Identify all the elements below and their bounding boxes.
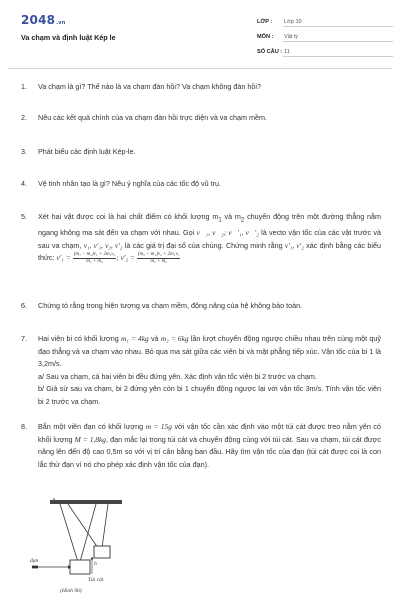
meta-value: Vật lý xyxy=(283,32,393,42)
question-text xyxy=(38,333,381,409)
meta-value: Lớp 10 xyxy=(283,17,393,27)
meta-row-count xyxy=(257,44,393,59)
mass-value: m₂ = 6kg xyxy=(160,334,189,343)
text-segment: và m xyxy=(221,212,241,221)
question-number: 3. xyxy=(21,147,27,156)
question-number: 4. xyxy=(21,179,27,188)
height-label: h xyxy=(94,561,97,567)
pendulum-diagram xyxy=(30,498,140,598)
question-text: Phát biểu các định luật Kép-le. xyxy=(38,147,136,156)
string-left-raised xyxy=(68,504,98,548)
question-7 xyxy=(21,333,381,409)
height-arrow-icon xyxy=(91,557,94,560)
text-segment: , đạn mắc lại trong túi cát và chuyển động cùng với túi cát. Sau va chạm, túi cát được nâng lên đến độ cao 0,5m so với vị trí cân bằng ban đầu. Hãy tìm vận tốc của đạn (túi cát được coi là con lắc thử đạn vì nó cho phép xác định vận tốc của đạn). xyxy=(38,434,381,469)
question-1 xyxy=(21,81,381,94)
meta-row-class xyxy=(257,14,393,29)
question-text: Nêu các kết quả chính của va chạm đàn hồi trực diện và va chạm mềm. xyxy=(38,113,267,122)
question-8 xyxy=(21,421,381,471)
text-segment: lần lượt chuyển động ngược chiều nhau trên cùng một quỹ đạo thẳng và va chạm vào nhau. Bỏ qua ma sát giữa các viên bi và mặt phẳng tiếp xúc. Vận tốc của bi 1 là 3,2m/s. xyxy=(38,334,381,369)
sub-question-b: b/ Giả sử sau va chạm, bi 2 đứng yên còn bi 1 chuyển động ngược lại với vận tốc 3m/s. Tính vận tốc viên bi 2 trước va chạm. xyxy=(38,384,381,406)
question-text xyxy=(38,421,381,471)
text-segment: chuyển động trên một đường thẳng nằm ngang không ma sát đến va chạm với nhau. Gọi xyxy=(38,212,382,238)
text-segment: và xyxy=(148,334,161,343)
mass-value: M = 1,8kg xyxy=(74,434,106,444)
figure-caption: (Hình 96) xyxy=(60,588,82,594)
text-segment: xác định bằng các biểu thức: xyxy=(38,240,381,263)
vector-notation: v₁, v′₁, v₂, v′₂ xyxy=(83,240,123,250)
fraction-denominator: m₁ + m₂ xyxy=(150,258,167,264)
question-5 xyxy=(21,211,381,265)
question-4 xyxy=(21,178,381,191)
string-right-raised xyxy=(102,504,108,548)
question-text: Chứng tỏ rằng trong hiện tượng va chạm mềm, động năng của hệ không bảo toàn. xyxy=(38,301,303,310)
site-logo[interactable] xyxy=(21,13,66,27)
equation-lhs: ; v′₂ = xyxy=(116,253,135,263)
page-header xyxy=(0,0,400,66)
fraction-2 xyxy=(137,252,181,264)
meta-key: MÔN : xyxy=(257,33,274,40)
question-3 xyxy=(21,146,381,159)
sub-question-a: a/ Sau va chạm, cả hai viên bi đều đứng yên. Xác định vận tốc viên bi 2 trước va chạm. xyxy=(38,371,317,381)
text-segment: là vecto vận tốc của các vật trước và sau va chạm, xyxy=(38,228,381,250)
question-text xyxy=(38,211,381,265)
meta-value: 11 xyxy=(283,47,393,57)
vector-notation: v⃗₁, v⃗₂; v⃗′₁, v⃗′₂ xyxy=(196,228,259,238)
text-segment: Bắn một viên đạn có khối lượng xyxy=(38,422,146,431)
ceiling-beam xyxy=(50,500,122,504)
text-segment: Xét hai vật được coi là hai chất điểm có khối lượng m xyxy=(38,212,219,221)
question-number: 1. xyxy=(21,82,27,91)
fraction-numerator: (m₁ − m₂)v₁ + 2m₂v₂ xyxy=(73,252,116,258)
logo-suffix: .vn xyxy=(56,20,66,26)
question-text: Vệ tinh nhân tạo là gì? Nêu ý nghĩa của các tốc độ vũ trụ. xyxy=(38,179,222,188)
vector-notation: v′₁, v′₂ xyxy=(284,240,304,250)
question-number: 8. xyxy=(21,422,27,431)
document-title: Va chạm và định luật Kép le xyxy=(21,33,116,42)
subscript: 2 xyxy=(240,217,245,224)
string-left-rest xyxy=(60,504,78,562)
bullet xyxy=(32,566,38,569)
logo-text: 2048 xyxy=(21,13,56,27)
fraction-denominator: m₁ + m₂ xyxy=(86,258,103,264)
meta-row-subject xyxy=(257,29,393,44)
equation-lhs: v′₁ = xyxy=(56,253,71,263)
fraction-numerator: (m₂ − m₁)v₂ + 2m₁v₁ xyxy=(137,252,180,258)
header-divider xyxy=(8,68,392,69)
question-number: 6. xyxy=(21,301,27,310)
mass-value: m₁ = 4kg xyxy=(120,334,149,343)
question-number: 7. xyxy=(21,334,27,343)
sand-bag-rest xyxy=(70,560,90,574)
mass-value: m = 15g xyxy=(145,422,172,431)
text-segment: với vận tốc cần xác định vào một túi cát được treo nằm yên có khối lượng xyxy=(38,422,381,444)
meta-key: LỚP : xyxy=(257,18,273,25)
question-6 xyxy=(21,300,381,313)
question-number: 2. xyxy=(21,113,27,122)
text-segment: Hai viên bi có khối lượng xyxy=(38,334,121,343)
question-number: 5. xyxy=(21,212,27,221)
meta-panel xyxy=(257,14,393,59)
text-segment: là các giá trị đại số của chúng. Chứng minh rằng xyxy=(122,240,285,250)
ballistic-pendulum-figure xyxy=(30,498,140,598)
sand-bag-raised xyxy=(94,546,110,558)
question-2 xyxy=(21,112,381,125)
question-text: Va chạm là gì? Thế nào là va chạm đàn hồi? Va chạm không đàn hồi? xyxy=(38,82,261,91)
bag-label: Túi cát xyxy=(88,577,104,583)
meta-key: SỐ CÂU : xyxy=(257,48,283,55)
bullet-label: đạn xyxy=(30,558,39,564)
subscript: 1 xyxy=(218,217,222,224)
fraction-1 xyxy=(73,252,117,264)
